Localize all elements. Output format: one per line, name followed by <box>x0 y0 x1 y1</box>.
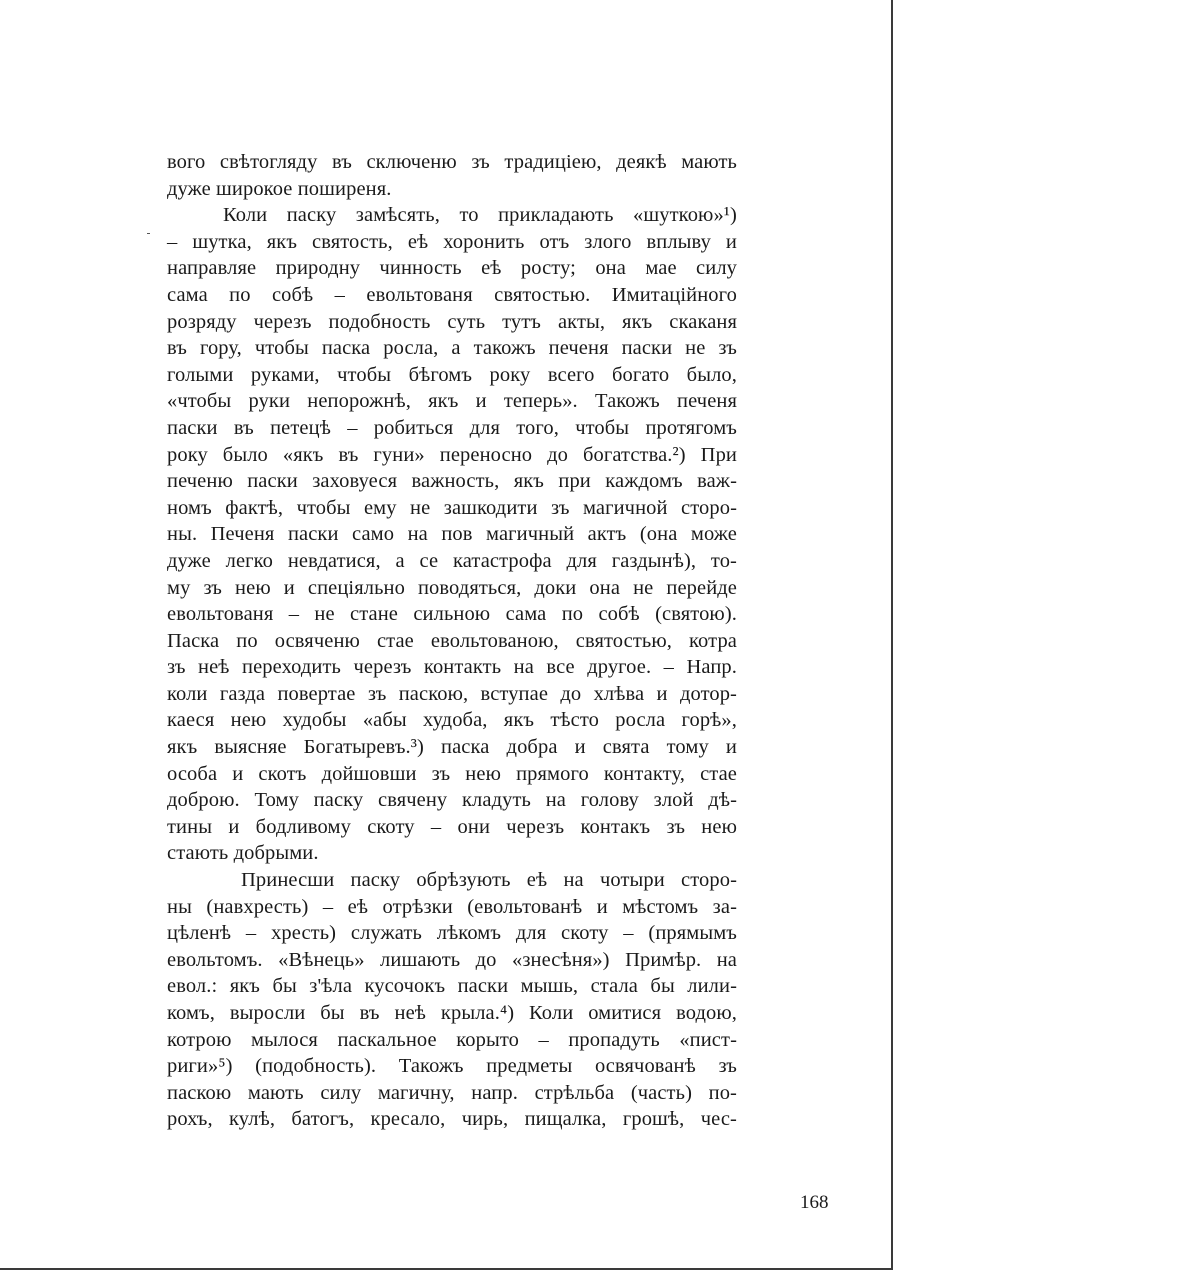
text-line: паски въ петецѣ – робиться для того, чтобы протягомъ <box>167 416 737 439</box>
text-line: голыми руками, чтобы бѣгомъ року всего богато было, <box>167 363 737 386</box>
page-number: 168 <box>800 1192 829 1213</box>
text-line: му зъ нею и спеціяльно поводяться, доки она не перейде <box>167 576 737 599</box>
text-line: направляе природну чинность еѣ росту; она мае силу <box>167 257 737 280</box>
text-line: котрою мылося паскальное корыто – пропадуть «пист- <box>167 1028 737 1051</box>
text-line: Паска по освяченю стае евольтованою, святостью, котра <box>167 629 737 652</box>
text-line: печеню паски заховуеся важность, якъ при каждомъ важ- <box>167 470 737 493</box>
text-line: евольтованя – не стане сильною сама по собѣ (святою). <box>167 603 737 626</box>
text-line: тины и бодливому скоту – они черезъ контакъ зъ нею <box>167 815 737 838</box>
text-line: дуже широкое поширеня. <box>167 177 392 200</box>
text-line: особа и скотъ дойшовши зъ нею прямого контакту, стае <box>167 762 737 785</box>
text-line: дуже легко невдатися, а се катастрофа для газдынѣ), то- <box>167 549 737 572</box>
text-line: якъ выясняе Богатыревъ.³) паска добра и свята тому и <box>167 736 737 759</box>
text-line: номъ фактѣ, чтобы ему не зашкодити зъ магичной сторо- <box>167 496 737 519</box>
text-line: розряду черезъ подобность суть тутъ акты, якъ скаканя <box>167 310 737 333</box>
text-line: цѣленѣ – хресть) служать лѣкомъ для скоту – (прямымъ <box>167 922 737 945</box>
body-text <box>167 149 737 1133</box>
text-line: паскою мають силу магичну, напр. стрѣльба (часть) по- <box>167 1081 737 1104</box>
text-line: комъ, выросли бы въ неѣ крыла.⁴) Коли омитися водою, <box>167 1002 737 1024</box>
text-line: доброю. Тому паску свячену кладуть на голову злой дѣ- <box>167 789 737 812</box>
text-line: рохъ, кулѣ, батогъ, кресало, чирь, пищалка, грошѣ, чес- <box>167 1108 737 1131</box>
text-line: зъ неѣ переходить черезъ контакть на все другое. – Напр. <box>167 656 737 679</box>
text-line: евольтомъ. «Вѣнець» лишають до «знесѣня») Примѣр. на <box>167 948 737 971</box>
text-line: «чтобы руки непорожнѣ, якъ и теперь». Такожъ печеня <box>167 390 737 413</box>
text-line: риги»⁵) (подобность). Такожъ предметы освячованѣ зъ <box>167 1055 737 1078</box>
text-line: Коли паску замѣсять, то прикладають «шуткою»¹) <box>223 204 737 227</box>
scan-artifact <box>147 233 150 234</box>
text-line: коли газда повертае зъ паскою, вступае до хлѣва и дотор- <box>167 682 737 705</box>
text-line: – шутка, якъ святость, еѣ хоронить отъ злого вплыву и <box>167 230 737 253</box>
text-line: року было «якъ въ гуни» переносно до богатства.²) При <box>167 443 737 466</box>
text-line: сама по собѣ – евольтованя святостью. Имитаційного <box>167 283 737 306</box>
text-line: ны (навхресть) – еѣ отрѣзки (евольтованѣ и мѣстомъ за- <box>167 895 737 918</box>
text-line: въ гору, чтобы паска росла, а такожъ печеня паски не зъ <box>167 337 737 360</box>
text-line: вого свѣтогляду въ сключеню зъ традиціею, деякѣ мають <box>167 151 737 173</box>
text-line: каеся нею худобы «абы худоба, якъ тѣсто росла горѣ», <box>167 709 737 732</box>
text-line: стають добрыми. <box>167 842 319 865</box>
text-line: Принесши паску обрѣзують еѣ на чотыри сторо- <box>241 869 737 892</box>
text-line: ны. Печеня паски само на пов магичный актъ (она може <box>167 523 737 546</box>
text-line: евол.: якъ бы з'ѣла кусочокъ паски мышь, стала бы лили- <box>167 975 737 998</box>
